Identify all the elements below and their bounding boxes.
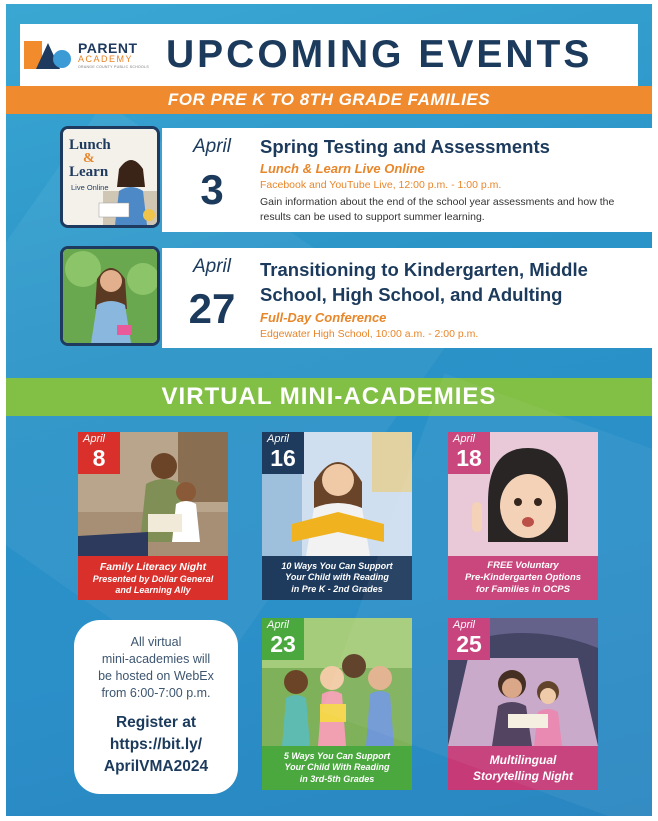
card-caption <box>448 556 598 600</box>
event-description: Gain information about the end of the school year assessments and how the results can be used to support summer learning. <box>260 196 615 223</box>
academy-card-april-18[interactable] <box>448 432 598 600</box>
card-caption <box>78 556 228 600</box>
logo-org: ORANGE COUNTY PUBLIC SCHOOLS <box>78 64 149 69</box>
event-title-line-1: Transitioning to Kindergarten, Middle <box>260 259 588 280</box>
event-subtitle: Lunch & Learn Live Online <box>260 161 425 176</box>
event-card-april-3[interactable] <box>162 128 652 232</box>
badge-month: April <box>267 619 290 631</box>
caption-line-3: for Families in OCPS <box>476 584 570 595</box>
event-subtitle: Full-Day Conference <box>260 310 387 325</box>
parent-academy-logo[interactable] <box>24 39 152 71</box>
caption-line-2: Presented by Dollar General <box>92 574 214 584</box>
thumb-title-amp: & <box>83 151 95 166</box>
caption-line-3: in Pre K - 2nd Grades <box>291 583 383 594</box>
thumb-title-2: Learn <box>69 164 109 180</box>
logo-name-bottom: ACADEMY <box>78 53 134 64</box>
storytelling-photo <box>448 618 598 746</box>
caption-line-1: FREE Voluntary <box>487 560 559 571</box>
register-link-part-2[interactable]: AprilVMA2024 <box>103 758 209 775</box>
badge-day: 8 <box>92 445 106 471</box>
conference-thumbnail <box>60 246 160 346</box>
academy-card-april-16[interactable] <box>262 432 412 600</box>
caption-line-1: Multilingual <box>489 753 557 767</box>
card-caption <box>262 556 412 600</box>
event-flyer <box>6 4 652 816</box>
register-link-part-1[interactable]: https://bit.ly/ <box>109 736 203 753</box>
event-detail: Facebook and YouTube Live, 12:00 p.m. - 1:00 p.m. <box>260 179 502 191</box>
badge-day: 16 <box>270 445 296 471</box>
caption-line-3: in 3rd-5th Grades <box>299 773 375 784</box>
thumb-title-1: Lunch <box>69 137 111 153</box>
event-title-line-2: School, High School, and Adulting <box>260 284 563 305</box>
card-caption <box>262 746 412 790</box>
registration-info-box <box>74 620 238 794</box>
event-day: 27 <box>188 285 236 332</box>
date-badge <box>262 432 304 474</box>
date-badge <box>448 432 490 474</box>
section-title: VIRTUAL MINI-ACADEMIES <box>6 378 652 416</box>
info-line-2: mini-academies will <box>101 652 211 666</box>
badge-month: April <box>453 433 476 445</box>
badge-month: April <box>83 433 106 445</box>
date-badge <box>448 618 490 660</box>
child-photo <box>448 432 598 556</box>
academy-card-april-23[interactable] <box>262 618 412 790</box>
caption-line-1: Family Literacy Night <box>99 561 207 573</box>
caption-line-2: Storytelling Night <box>473 769 573 783</box>
event-card-april-27[interactable] <box>162 248 652 348</box>
caption-line-2: Your Child With Reading <box>284 762 390 773</box>
badge-day: 25 <box>456 631 482 657</box>
academy-card-april-25[interactable] <box>448 618 598 790</box>
badge-month: April <box>453 619 476 631</box>
student-photo <box>63 249 157 343</box>
caption-line-2: Your Child with Reading <box>285 572 389 583</box>
badge-day: 18 <box>456 445 482 471</box>
info-line-1: All virtual <box>130 635 182 649</box>
header <box>20 24 638 86</box>
date-badge <box>78 432 120 474</box>
date-badge <box>262 618 304 660</box>
caption-line-1: 10 Ways You Can Support <box>281 560 393 571</box>
caption-line-2: Pre-Kindergarten Options <box>464 572 582 583</box>
info-line-3: be hosted on WebEx <box>98 669 214 683</box>
register-label: Register at <box>115 714 197 731</box>
event-title: Spring Testing and Assessments <box>260 136 550 157</box>
parent-academy-logo-icon <box>24 39 74 71</box>
event-month: April <box>192 136 231 157</box>
event-day: 3 <box>200 166 224 213</box>
logo-name-top: PARENT <box>78 39 138 56</box>
thumb-caption: Live Online <box>71 183 109 192</box>
lunch-learn-thumbnail <box>60 126 160 228</box>
info-line-4: from 6:00-7:00 p.m. <box>101 686 211 700</box>
caption-line-3: and Learning Ally <box>115 585 191 595</box>
academy-card-april-8[interactable] <box>78 432 228 600</box>
page-title: UPCOMING EVENTS <box>166 33 593 76</box>
card-caption <box>448 746 598 790</box>
audience-banner: FOR PRE K TO 8TH GRADE FAMILIES <box>6 86 652 114</box>
caption-line-1: 5 Ways You Can Support <box>283 750 391 761</box>
event-detail: Edgewater High School, 10:00 a.m. - 2:00 p.m. <box>260 328 479 340</box>
badge-month: April <box>267 433 290 445</box>
badge-day: 23 <box>270 631 296 657</box>
event-month: April <box>192 256 231 277</box>
